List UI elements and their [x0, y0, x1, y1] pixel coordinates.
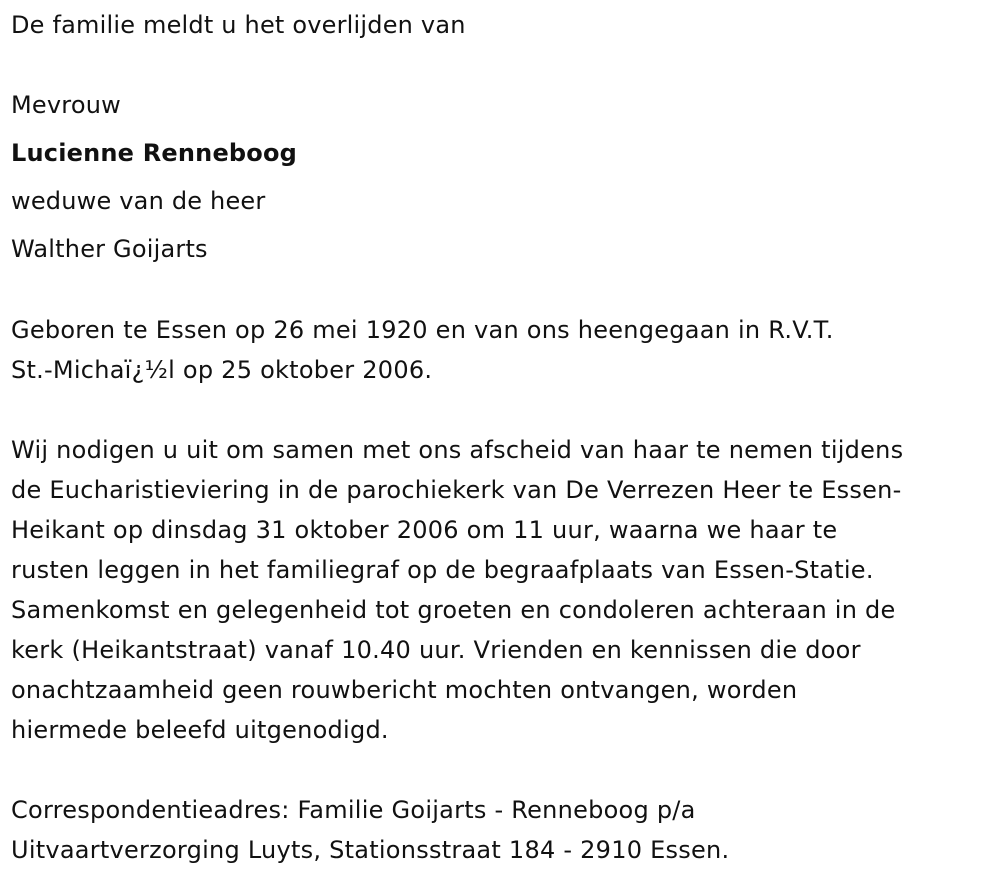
birth-death-paragraph	[11, 310, 996, 390]
paragraph-line: Uitvaartverzorging Luyts, Stationsstraat 184 - 2910 Essen.	[11, 836, 730, 864]
paragraph-line: Wij nodigen u uit om samen met ons afscheid van haar te nemen tijdens	[11, 436, 904, 464]
paragraph-line: hiermede beleefd uitgenodigd.	[11, 716, 389, 744]
paragraph-line: de Eucharistieviering in de parochiekerk van De Verrezen Heer te Essen-	[11, 476, 902, 504]
paragraph-line: kerk (Heikantstraat) vanaf 10.40 uur. Vrienden en kennissen die door	[11, 636, 861, 664]
paragraph-line: St.-Michaï¿½l op 25 oktober 2006.	[11, 356, 433, 384]
spouse-name: Walther Goijarts	[11, 235, 208, 263]
paragraph-line: onachtzaamheid geen rouwbericht mochten ontvangen, worden	[11, 676, 798, 704]
paragraph-line: rusten leggen in het familiegraf op de begraafplaats van Essen-Statie.	[11, 556, 874, 584]
paragraph-line: Samenkomst en gelegenheid tot groeten en condoleren achteraan in de	[11, 596, 896, 624]
relation-text: weduwe van de heer	[11, 187, 266, 215]
invitation-paragraph	[11, 430, 996, 750]
paragraph-line: Geboren te Essen op 26 mei 1920 en van ons heengegaan in R.V.T.	[11, 316, 834, 344]
paragraph-line: Heikant op dinsdag 31 oktober 2006 om 11 uur, waarna we haar te	[11, 516, 838, 544]
correspondence-paragraph	[11, 790, 996, 870]
honorific: Mevrouw	[11, 91, 121, 119]
deceased-name: Lucienne Renneboog	[11, 139, 298, 167]
intro-text: De familie meldt u het overlijden van	[11, 11, 466, 39]
paragraph-line: Correspondentieadres: Familie Goijarts - Renneboog p/a	[11, 796, 696, 824]
